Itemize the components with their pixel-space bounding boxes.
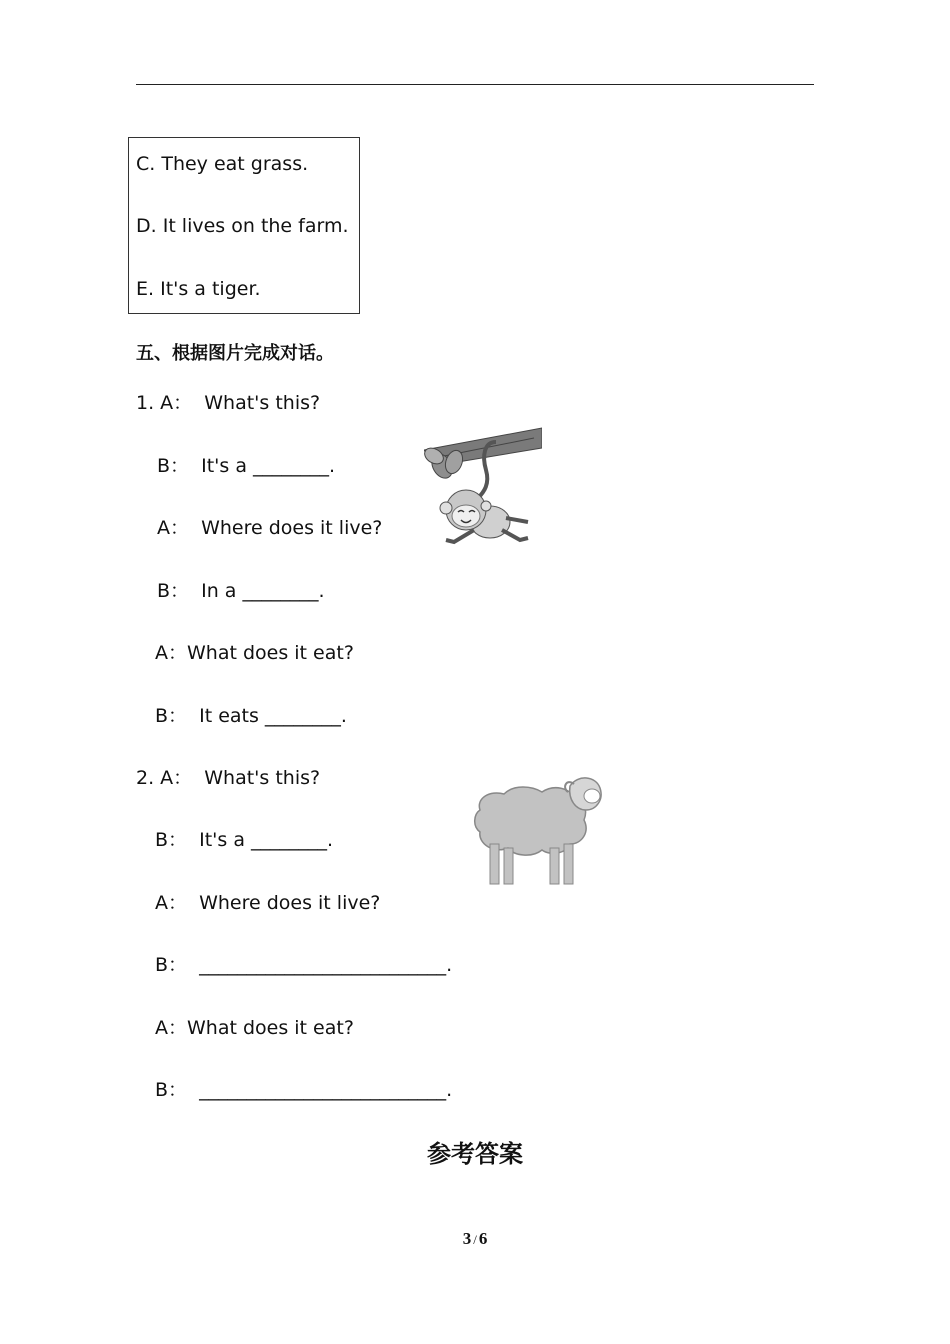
dialogue-line: A： Where does it live? xyxy=(155,892,381,914)
dialogue-line: 1. A： What's this? xyxy=(136,392,321,414)
section-title: 五、根据图片完成对话。 xyxy=(136,343,334,364)
sheep-icon xyxy=(470,770,606,890)
dialogue-line: 2. A： What's this? xyxy=(136,767,321,789)
dialogue-line: B： __________________________. xyxy=(155,1079,453,1101)
dialogue-line: A：What does it eat? xyxy=(155,642,354,664)
page-number xyxy=(0,1228,950,1251)
dialogue-line: B： It's a ________. xyxy=(155,829,334,851)
option-d: D. It lives on the farm. xyxy=(136,215,349,237)
dialogue-line: B： It's a ________. xyxy=(157,455,336,477)
header-rule xyxy=(136,84,814,85)
dialogue-line: B： In a ________. xyxy=(157,580,325,602)
page-total: 6 xyxy=(478,1229,488,1248)
answer-key-title: 参考答案 xyxy=(427,1140,523,1168)
page-current: 3 xyxy=(462,1229,472,1248)
dialogue-line: B： __________________________. xyxy=(155,954,453,976)
option-c: C. They eat grass. xyxy=(136,153,309,175)
dialogue-line: B： It eats ________. xyxy=(155,705,347,727)
dialogue-line: A：What does it eat? xyxy=(155,1017,354,1039)
dialogue-line: A： Where does it live? xyxy=(157,517,383,539)
monkey-icon xyxy=(424,426,542,548)
option-e: E. It's a tiger. xyxy=(136,278,261,300)
page-separator: / xyxy=(473,1232,477,1247)
